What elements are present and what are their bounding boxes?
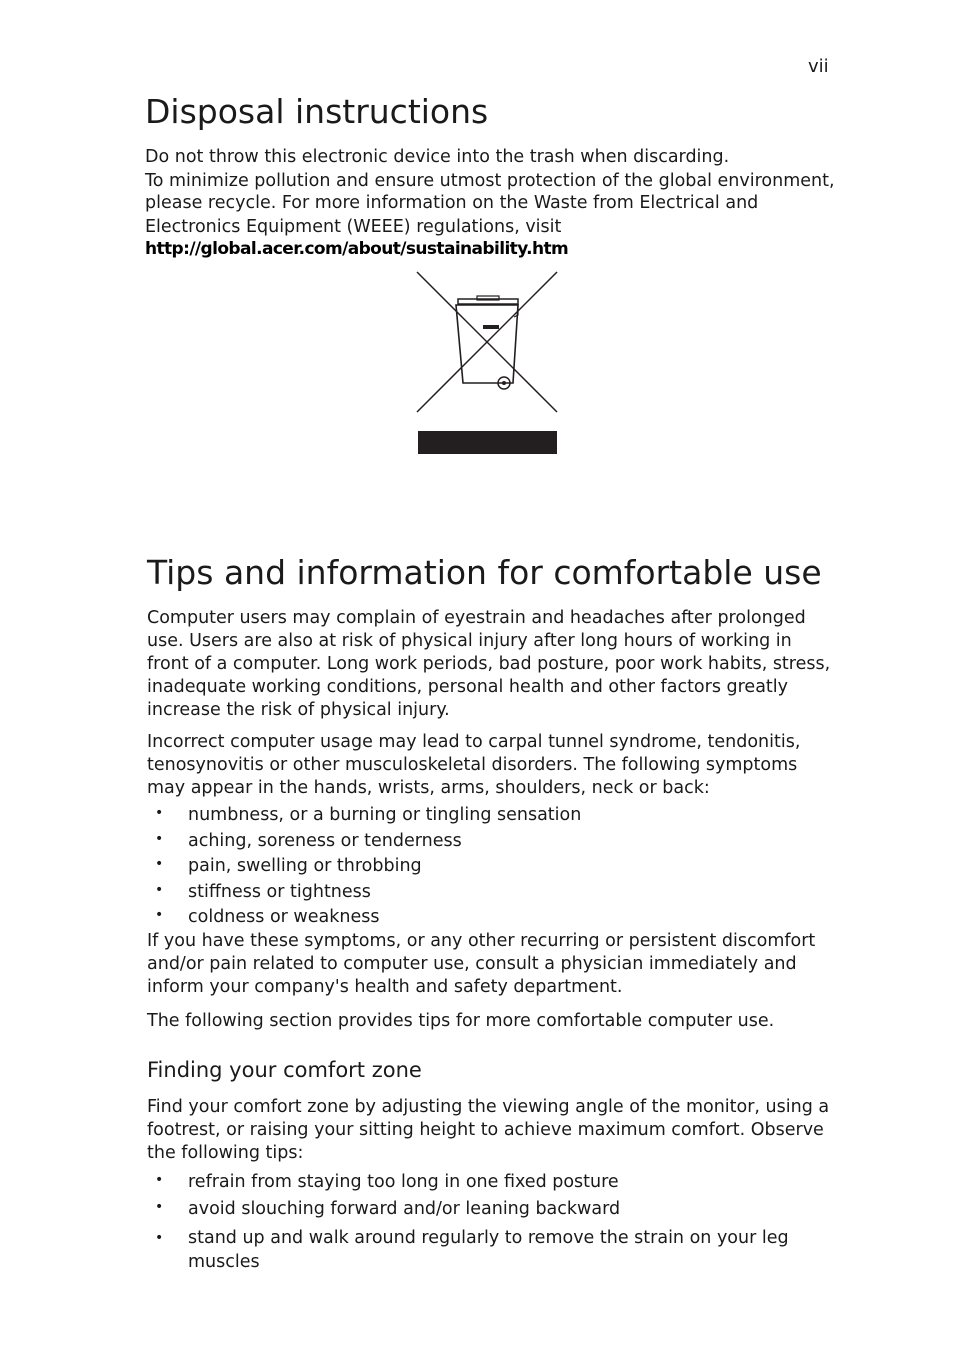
bullet-icon: •	[155, 1172, 164, 1188]
list-item: • avoid slouching forward and/or leaning backward	[155, 1199, 621, 1219]
list-item: • pain, swelling or throbbing	[155, 856, 422, 876]
sustainability-link[interactable]: http://global.acer.com/about/sustainability.htm	[145, 239, 569, 259]
symptoms-list	[147, 805, 828, 933]
tips-paragraph-1: Computer users may complain of eyestrain and headaches after prolonged use. Users are also at risk of physical injury after long hours of working in front of a computer. Long work periods, bad posture, poor work habits, stress, inadequate working conditions, personal health and other factors greatly increase the risk of physical injury.	[147, 608, 831, 720]
list-item: • stiffness or tightness	[155, 881, 371, 902]
list-item: • aching, soreness or tenderness	[155, 830, 462, 851]
tips-paragraph-4: The following section provides tips for more comfortable computer use.	[147, 1011, 775, 1031]
bullet-icon: •	[155, 1230, 164, 1246]
disposal-line-1: Do not throw this electronic device into the trash when discarding.	[145, 147, 730, 167]
bullet-icon: •	[155, 907, 164, 923]
bullet-icon: •	[155, 805, 164, 821]
comfort-zone-title: Finding your comfort zone	[147, 1058, 422, 1082]
comfort-zone-intro: Find your comfort zone by adjusting the viewing angle of the monitor, using a footrest, or raising your sitting height to achieve maximum comfort. Observe the following tips:	[147, 1097, 830, 1163]
list-item: • refrain from staying too long in one fixed posture	[155, 1172, 619, 1192]
tips-paragraph-2: Incorrect computer usage may lead to carpal tunnel syndrome, tendonitis, tenosynovitis or other musculoskeletal disorders. The following symptoms may appear in the hands, wrists, arms, shoulders, neck or back:	[147, 732, 801, 798]
disposal-line-3: please recycle. For more information on the Waste from Electrical and	[145, 193, 759, 213]
disposal-line-4: Electronics Equipment (WEEE) regulations, visit	[145, 217, 562, 237]
bullet-icon: •	[155, 856, 164, 872]
tips-title: Tips and information for comfortable use	[147, 553, 822, 592]
crossed-out-wheelie-bin-icon	[416, 271, 558, 455]
bullet-icon: •	[155, 881, 164, 898]
tips-paragraph-3: If you have these symptoms, or any other recurring or persistent discomfort and/or pain related to computer use, consult a physician immediately and inform your company's health and safety department.	[147, 931, 816, 997]
list-item: • stand up and walk around regularly to remove the strain on your leg muscles	[155, 1228, 789, 1272]
disposal-line-2: To minimize pollution and ensure utmost protection of the global environment,	[145, 171, 835, 191]
list-item: • numbness, or a burning or tingling sensation	[155, 805, 582, 825]
page-number: vii	[808, 56, 829, 77]
comfort-tips-list	[147, 1172, 828, 1274]
disposal-title: Disposal instructions	[145, 92, 489, 131]
list-item: • coldness or weakness	[155, 907, 380, 927]
bullet-icon: •	[155, 1199, 164, 1215]
bullet-icon: •	[155, 830, 164, 847]
